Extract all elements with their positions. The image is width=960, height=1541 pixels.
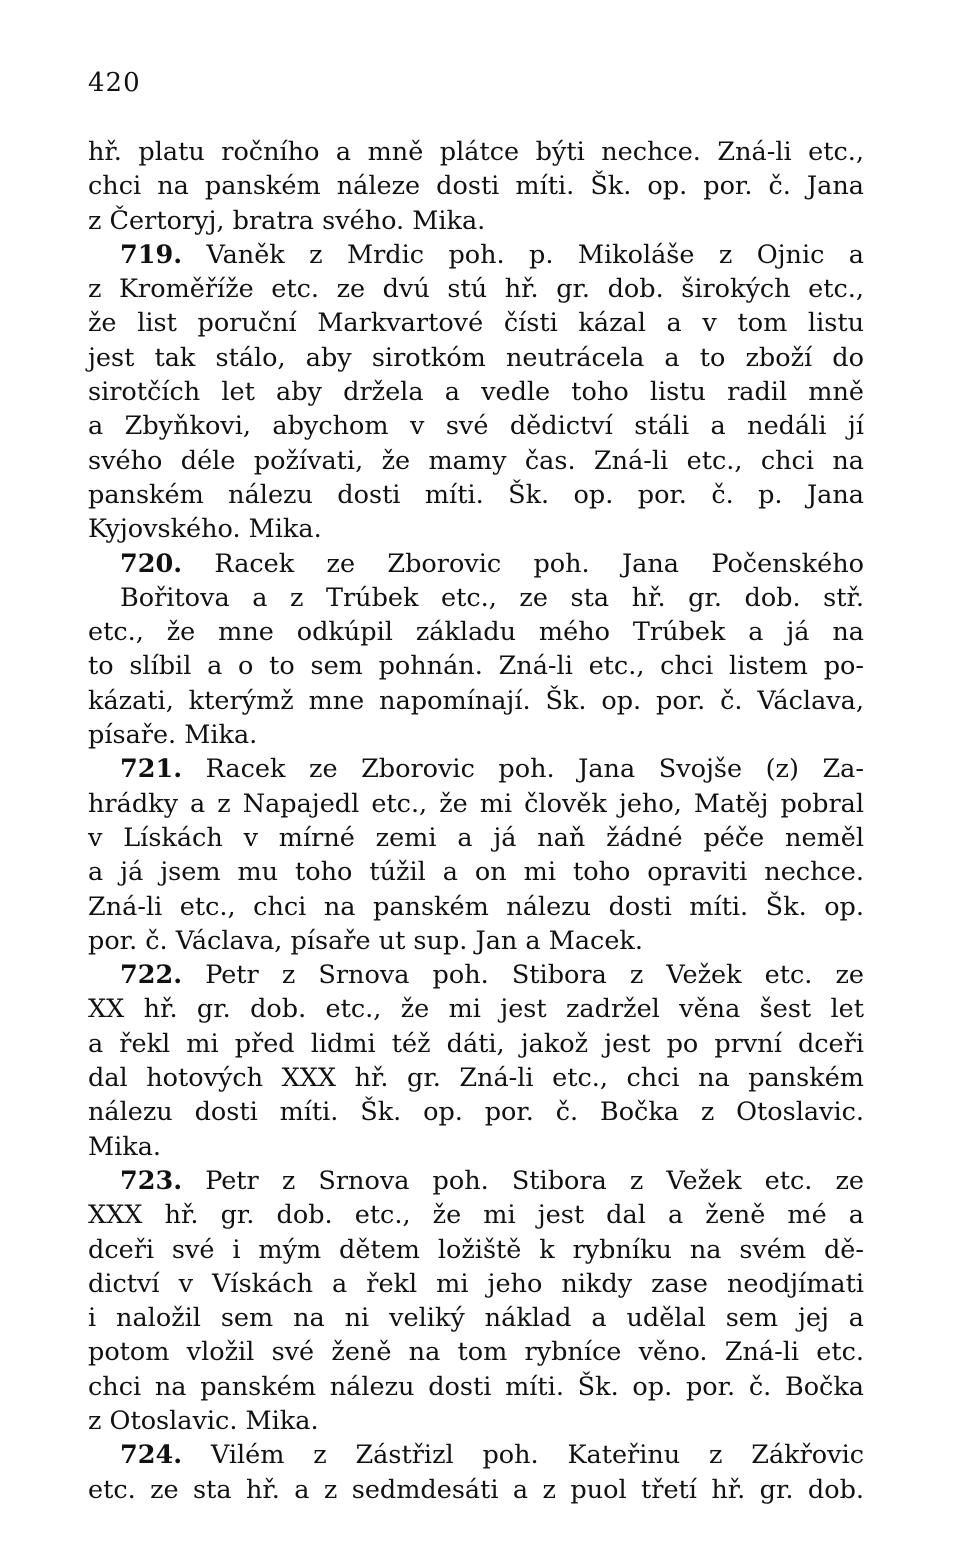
text-line	[88, 1095, 864, 1129]
text-line	[88, 512, 864, 546]
text-line	[88, 1198, 864, 1232]
text-line	[88, 958, 864, 992]
line-text: v Lískách v mírné zemi a já naň žádné péče neměl	[88, 822, 864, 853]
document-body-text	[88, 135, 864, 1507]
line-text: etc. ze sta hř. a z sedmdesáti a z puol třetí hř. gr. dob.	[88, 1474, 864, 1505]
line-text: kázati, kterýmž mne napomínají. Šk. op. por. č. Václava,	[88, 685, 864, 716]
text-line	[88, 821, 864, 855]
line-text: hrádky a z Napajedl etc., že mi člověk jeho, Matěj pobral	[88, 788, 864, 819]
text-line	[88, 1473, 864, 1507]
line-text: Zná-li etc., chci na panském nálezu dosti míti. Šk. op.	[88, 891, 864, 922]
text-line	[88, 684, 864, 718]
page-number: 420	[88, 68, 141, 98]
line-text: panském nálezu dosti míti. Šk. op. por. č. p. Jana	[88, 479, 864, 510]
entry-number: 720.	[120, 548, 183, 579]
line-text: z Otoslavic. Mika.	[88, 1405, 319, 1436]
line-text: nálezu dosti míti. Šk. op. por. č. Bočka z Otoslavic.	[88, 1097, 864, 1128]
text-line	[88, 341, 864, 375]
line-text: Racek ze Zborovic poh. Jana Svojše (z) Za-	[182, 754, 864, 785]
line-text: písaře. Mika.	[88, 720, 258, 751]
text-line	[88, 135, 864, 169]
text-line	[88, 306, 864, 340]
line-text: Bořitova a z Trúbek etc., ze sta hř. gr. dob. stř.	[120, 582, 864, 613]
text-line	[88, 1404, 864, 1438]
line-text: chci na panském náleze dosti míti. Šk. op. por. č. Jana	[88, 171, 864, 202]
text-line	[88, 787, 864, 821]
text-line	[88, 718, 864, 752]
line-text: dal hotových XXX hř. gr. Zná-li etc., chci na panském	[88, 1063, 864, 1094]
text-line	[88, 272, 864, 306]
text-line	[88, 1233, 864, 1267]
text-line	[88, 1164, 864, 1198]
line-text: z Čertoryj, bratra svého. Mika.	[88, 205, 486, 236]
line-text: XX hř. gr. dob. etc., že mi jest zadržel věna šest let	[88, 994, 864, 1025]
line-text: Petr z Srnova poh. Stibora z Vežek etc. ze	[182, 960, 864, 991]
line-text: potom vložil své ženě na tom rybníce věno. Zná-li etc.	[88, 1337, 864, 1368]
line-text: jest tak stálo, aby sirotkóm neutrácela a to zboží do	[88, 342, 864, 373]
line-text: sirotčích let aby držela a vedle toho listu radil mně	[88, 377, 864, 408]
line-text: hř. platu ročního a mně plátce býti nechce. Zná-li etc.,	[88, 137, 864, 167]
line-text: a já jsem mu toho túžil a on mi toho opraviti nechce.	[88, 857, 864, 888]
text-line	[88, 649, 864, 683]
text-line	[88, 890, 864, 924]
line-text: Racek ze Zborovic poh. Jana Počenského	[182, 548, 864, 579]
entry-number: 724.	[120, 1440, 183, 1471]
text-line	[88, 924, 864, 958]
text-line	[88, 615, 864, 649]
line-text: por. č. Václava, písaře ut sup. Jan a Macek.	[88, 925, 643, 956]
line-text: XXX hř. gr. dob. etc., že mi jest dal a ženě mé a	[88, 1200, 864, 1231]
line-text: i naložil sem na ni veliký náklad a udělal sem jej a	[88, 1303, 864, 1334]
text-line	[88, 1301, 864, 1335]
line-text: svého déle požívati, že mamy čas. Zná-li etc., chci na	[88, 445, 864, 476]
text-line	[88, 204, 864, 238]
line-text: že list poruční Markvartové čísti kázal a v tom listu	[88, 308, 864, 339]
text-line	[88, 1061, 864, 1095]
entry-number: 721.	[120, 754, 183, 785]
line-text: etc., že mne odkúpil základu mého Trúbek a já na	[88, 617, 864, 648]
text-line	[88, 992, 864, 1026]
line-text: dictví v Vískách a řekl mi jeho nikdy zase neodjímati	[88, 1268, 864, 1299]
line-text: a řekl mi před lidmi též dáti, jakož jest po první dceři	[88, 1028, 864, 1059]
text-line	[88, 1130, 864, 1164]
line-text: Mika.	[88, 1131, 162, 1162]
line-text: Petr z Srnova poh. Stibora z Vežek etc. ze	[182, 1165, 864, 1196]
text-line	[88, 238, 864, 272]
text-line	[88, 855, 864, 889]
entry-number: 722.	[120, 960, 183, 991]
line-text: Vaněk z Mrdic poh. p. Mikoláše z Ojnic a	[182, 239, 864, 270]
line-text: a Zbyňkovi, abychom v své dědictví stáli a nedáli jí	[88, 411, 864, 442]
line-text: dceři své i mým dětem ložiště k rybníku na svém dě-	[88, 1234, 864, 1265]
entry-number: 723.	[120, 1165, 183, 1196]
text-line	[88, 1370, 864, 1404]
text-line	[88, 444, 864, 478]
line-text: z Kroměříže etc. ze dvú stú hř. gr. dob. širokých etc.,	[88, 274, 864, 305]
text-line	[88, 409, 864, 443]
text-line	[88, 547, 864, 581]
text-line	[88, 169, 864, 203]
text-line	[88, 1438, 864, 1472]
line-text: chci na panském nálezu dosti míti. Šk. op. por. č. Bočka	[88, 1371, 864, 1402]
entry-number: 719.	[120, 239, 183, 270]
text-line	[88, 1027, 864, 1061]
line-text: Vilém z Zástřizl poh. Kateřinu z Zákřovic	[182, 1440, 864, 1471]
text-line	[88, 1335, 864, 1369]
text-line	[88, 375, 864, 409]
line-text: Kyjovského. Mika.	[88, 514, 322, 545]
line-text: to slíbil a o to sem pohnán. Zná-li etc., chci listem po-	[88, 651, 864, 682]
text-line	[88, 752, 864, 786]
text-line	[88, 581, 864, 615]
text-line	[88, 1267, 864, 1301]
text-line	[88, 478, 864, 512]
